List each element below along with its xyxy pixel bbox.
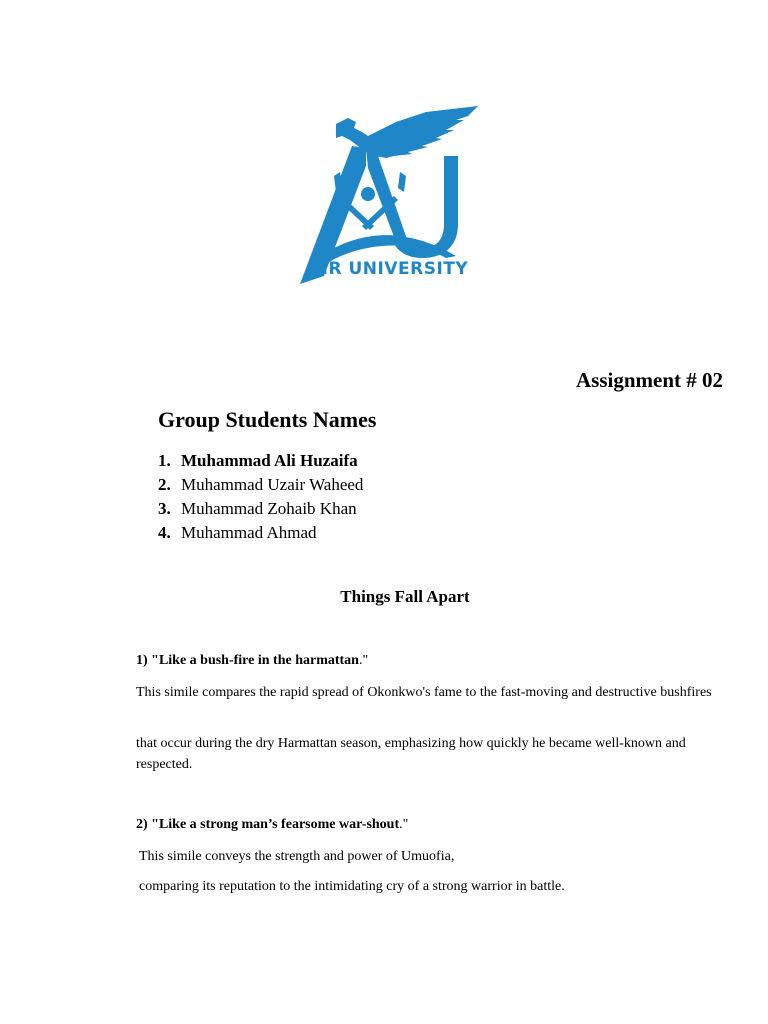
list-number: 4. [158,523,171,542]
simile-suffix: ." [358,653,369,668]
assignment-title: Assignment # 02 [575,368,723,392]
list-number: 1. [158,451,171,470]
simile-prefix: 2) " [136,817,159,832]
simile-2-paragraph-2: comparing its reputation to the intimidating cry of a strong warrior in battle. [139,879,565,894]
student-name: Muhammad Ahmad [181,523,317,542]
simile-prefix: 1) " [136,653,159,668]
simile-1-paragraph-2: that occur during the dry Harmattan season, emphasizing how quickly he became well-known and respected. [136,736,686,772]
simile-2-paragraph-1: This simile conveys the strength and power of Umuofia, [139,849,455,864]
simile-heading-2 [136,817,408,833]
list-item [158,473,363,497]
simile-quote: Like a bush-fire in the harmattan [158,653,359,668]
logo-text: AIR UNIVERSITY [308,259,469,279]
simile-heading-1 [136,653,368,669]
list-item [158,521,363,545]
list-item [158,497,363,521]
air-university-logo [296,106,478,286]
student-names-list [158,449,363,545]
book-title: Things Fall Apart [340,587,470,606]
student-name: Muhammad Ali Huzaifa [181,451,358,470]
group-heading: Group Students Names [158,407,377,432]
list-number: 3. [158,499,171,518]
list-item [158,449,363,473]
list-number: 2. [158,475,171,494]
simile-suffix: ." [399,817,409,832]
student-name: Muhammad Uzair Waheed [181,475,364,494]
student-name: Muhammad Zohaib Khan [181,499,357,518]
simile-quote: Like a strong man’s fearsome war-shout [158,817,400,832]
simile-1-paragraph-1: This simile compares the rapid spread of Okonkwo's fame to the fast-moving and destructive bushfires [136,685,712,700]
